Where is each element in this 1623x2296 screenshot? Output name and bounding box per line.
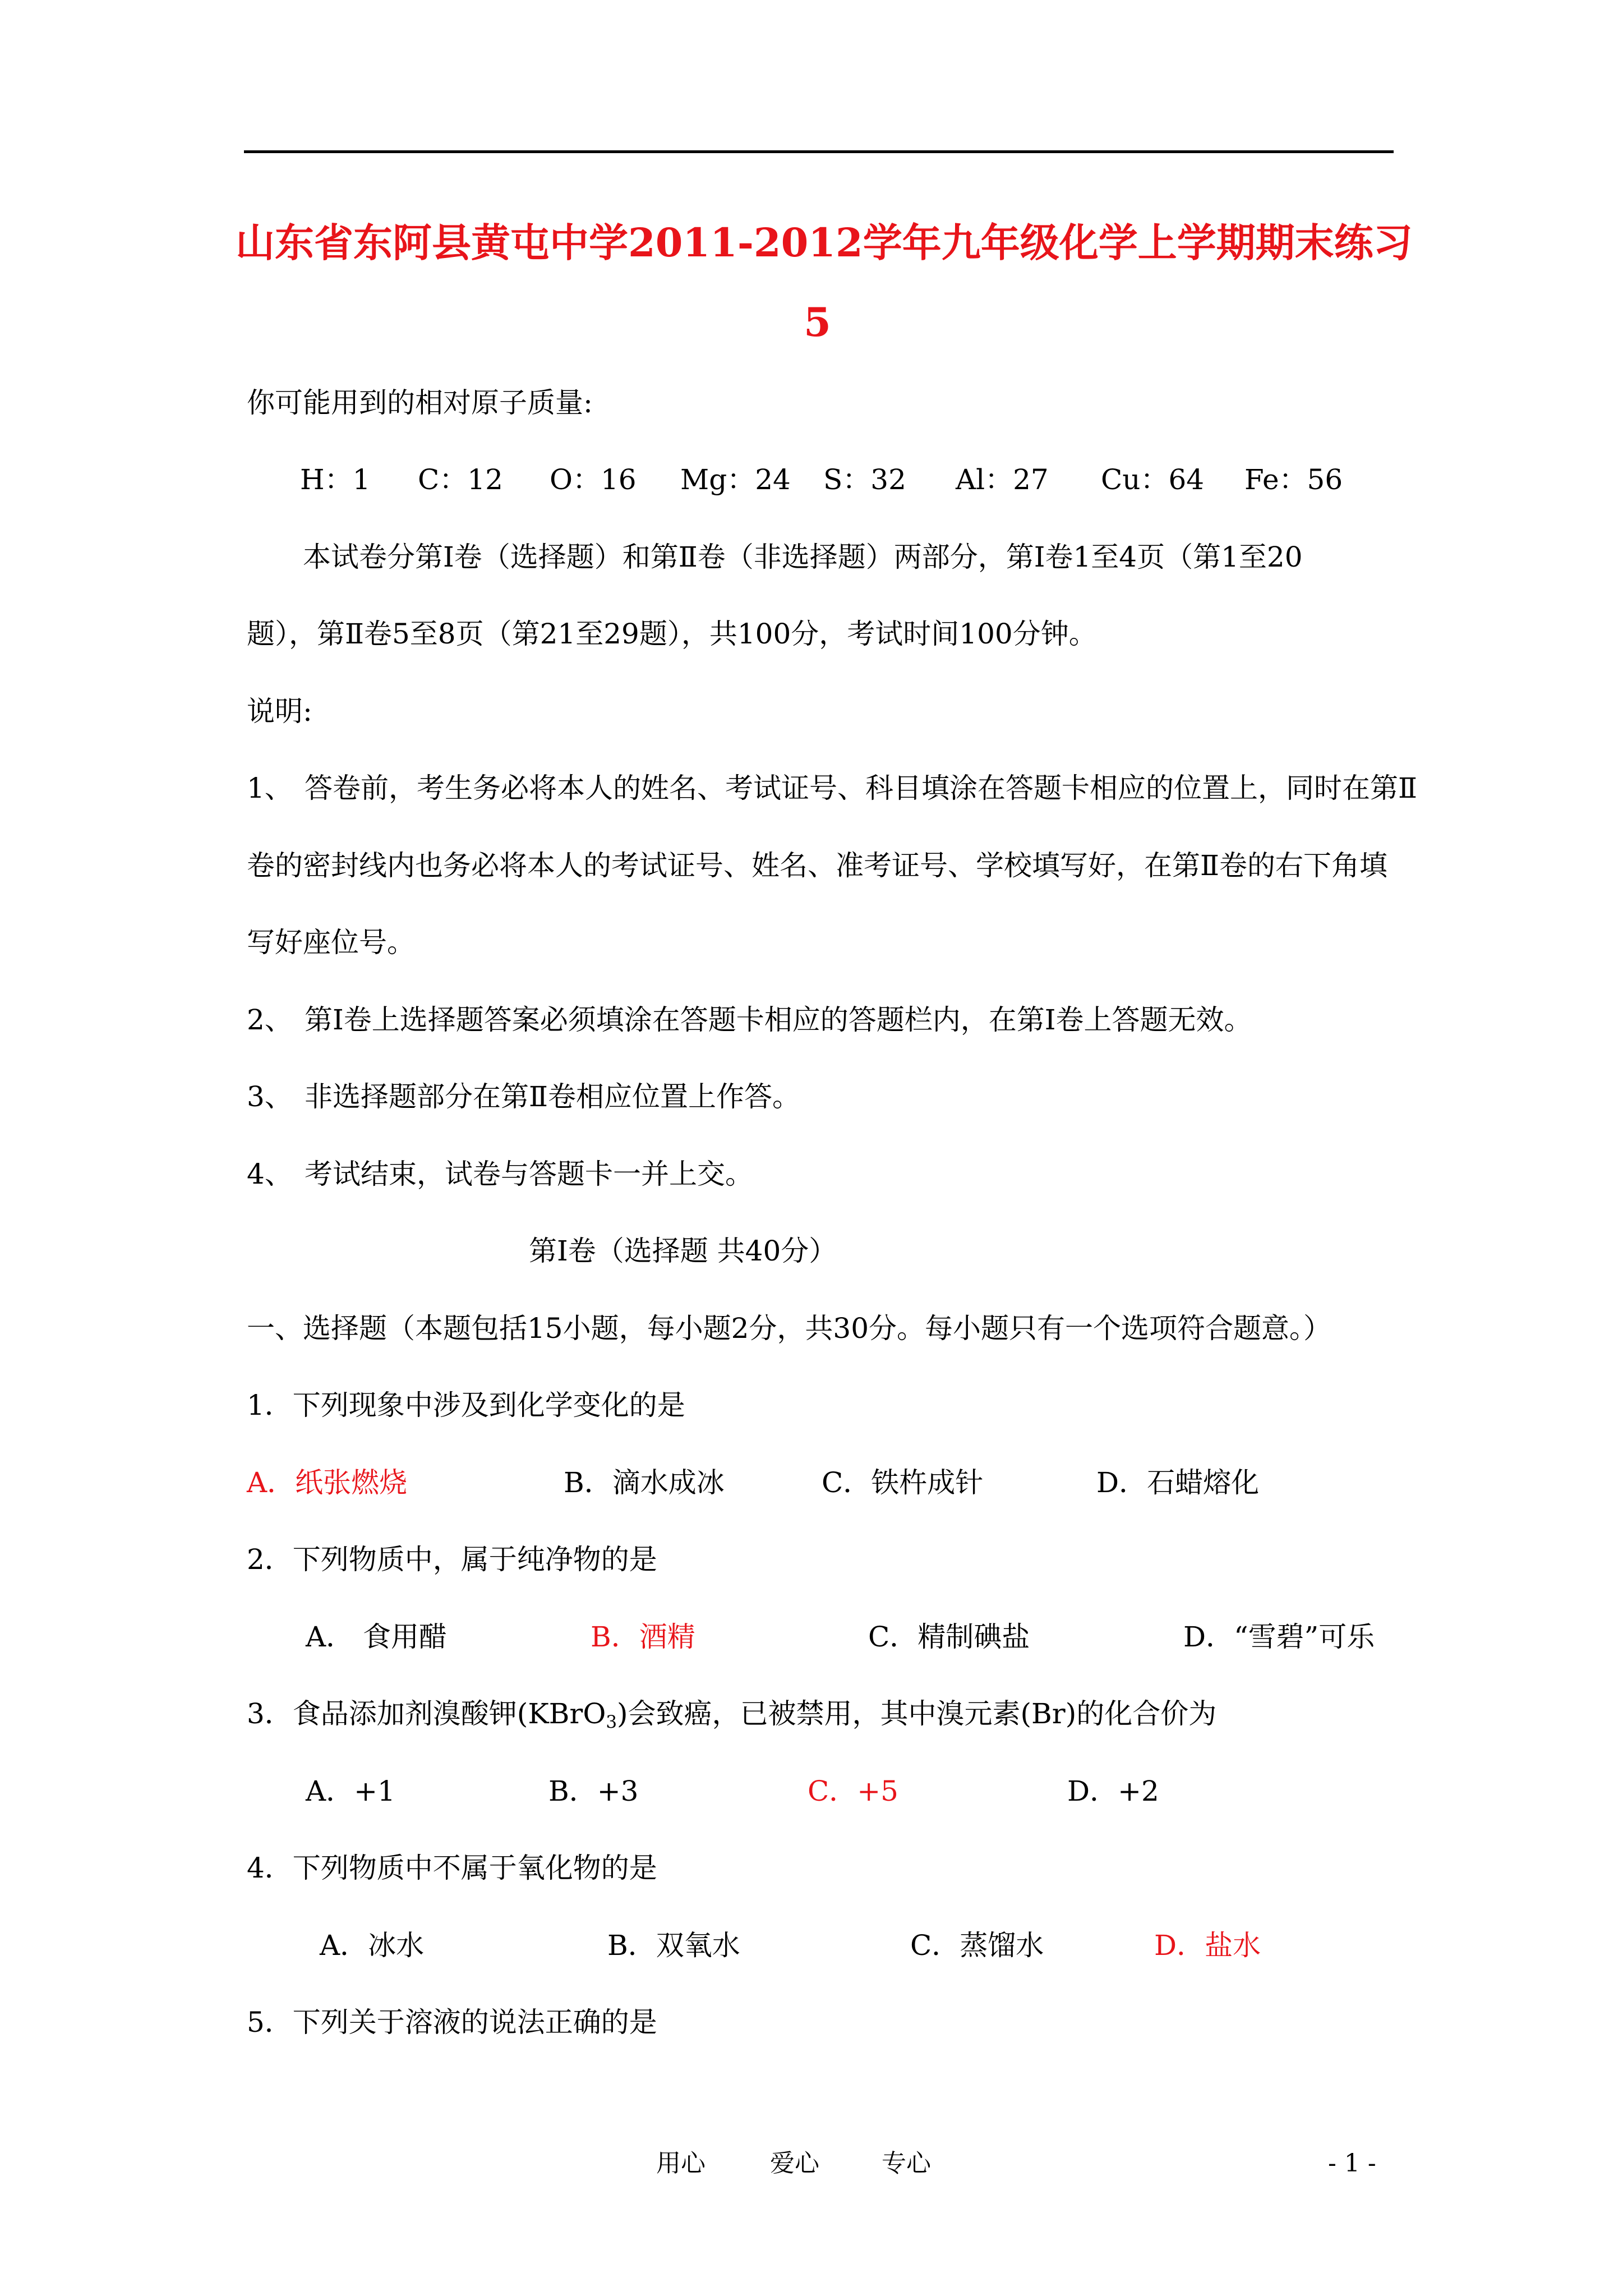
question-1-stem: 1．下列现象中涉及到化学变化的是 xyxy=(247,1389,685,1421)
atomic-mass-intro: 你可能用到的相对原子质量: xyxy=(247,386,593,419)
question-1-option-b: B．滴水成冰 xyxy=(564,1466,725,1499)
note-4-number: 4、 xyxy=(247,1158,293,1190)
footer-motto-2: 爱心 xyxy=(770,2149,819,2178)
note-1-line-2: 卷的密封线内也务必将本人的考试证号、姓名、准考证号、学校填写好，在第Ⅱ卷的右下角填 xyxy=(247,849,1387,882)
question-3-option-c: C．+5 xyxy=(808,1775,898,1807)
question-1-option-d: D．石蜡熔化 xyxy=(1096,1466,1260,1499)
question-3-stem xyxy=(247,1697,1217,1732)
question-2-option-d: D．“雪碧”可乐 xyxy=(1183,1621,1375,1653)
notes-heading: 说明: xyxy=(247,695,312,728)
section-title: 第Ⅰ卷（选择题 共40分） xyxy=(529,1235,837,1267)
question-5-stem: 5．下列关于溶液的说法正确的是 xyxy=(247,2006,657,2039)
note-3-number: 3、 xyxy=(247,1080,293,1113)
atomic-mass-h: H：1 xyxy=(300,463,371,496)
title-line-2: 5 xyxy=(804,299,831,346)
note-1-line-1: 答卷前，考生务必将本人的姓名、考试证号、科目填涂在答题卡相应的位置上，同时在第Ⅱ xyxy=(305,772,1417,804)
footer-motto-3: 专心 xyxy=(882,2149,931,2178)
question-3-formula-subscript: 3 xyxy=(606,1711,617,1732)
exam-info-line-1: 本试卷分第Ⅰ卷（选择题）和第Ⅱ卷（非选择题）两部分，第Ⅰ卷1至4页（第1至20 xyxy=(303,541,1303,573)
atomic-mass-cu: Cu：64 xyxy=(1101,463,1205,496)
question-4-stem: 4．下列物质中不属于氧化物的是 xyxy=(247,1852,657,1884)
question-3-option-d: D．+2 xyxy=(1067,1775,1159,1807)
question-2-option-a: A． 食用醋 xyxy=(306,1621,448,1653)
question-2-option-b: B．酒精 xyxy=(591,1621,695,1653)
atomic-mass-fe: Fe：56 xyxy=(1244,463,1343,496)
part-1-heading: 一、选择题（本题包括15小题，每小题2分，共30分。每小题只有一个选项符合题意。） xyxy=(247,1312,1332,1345)
note-2-number: 2、 xyxy=(247,1004,293,1036)
note-2-text: 第Ⅰ卷上选择题答案必须填涂在答题卡相应的答题栏内，在第Ⅰ卷上答题无效。 xyxy=(305,1004,1252,1036)
footer-motto-1: 用心 xyxy=(656,2149,706,2178)
question-2-option-c: C．精制碘盐 xyxy=(868,1621,1030,1653)
question-3-option-b: B．+3 xyxy=(548,1775,639,1807)
exam-info-line-2: 题），第Ⅱ卷5至8页（第21至29题），共100分，考试时间100分钟。 xyxy=(247,618,1097,650)
atomic-mass-o: O：16 xyxy=(550,463,637,496)
atomic-mass-s: S：32 xyxy=(823,463,906,496)
title-line-1: 山东省东阿县黄屯中学2011-2012学年九年级化学上学期期末练习 xyxy=(236,219,1413,266)
header-rule xyxy=(244,150,1394,153)
page-number: - 1 - xyxy=(1328,2149,1376,2178)
question-4-option-d: D．盐水 xyxy=(1154,1929,1261,1962)
question-1-option-a: A．纸张燃烧 xyxy=(247,1466,408,1499)
note-1-number: 1、 xyxy=(247,772,293,804)
question-2-stem: 2．下列物质中，属于纯净物的是 xyxy=(247,1543,657,1576)
question-3-stem-start: 3．食品添加剂溴酸钾(KBrO xyxy=(247,1697,606,1730)
question-4-option-b: B．双氧水 xyxy=(607,1929,740,1962)
note-3-text: 非选择题部分在第Ⅱ卷相应位置上作答。 xyxy=(305,1080,800,1113)
question-4-option-a: A．冰水 xyxy=(320,1929,425,1962)
note-4-text: 考试结束，试卷与答题卡一并上交。 xyxy=(305,1158,753,1190)
atomic-mass-al: Al：27 xyxy=(956,463,1049,496)
note-1-line-3: 写好座位号。 xyxy=(247,926,415,959)
question-4-option-c: C．蒸馏水 xyxy=(910,1929,1044,1962)
question-3-stem-end: )会致癌，已被禁用，其中溴元素(Br)的化合价为 xyxy=(617,1697,1217,1730)
question-3-option-a: A．+1 xyxy=(306,1775,395,1807)
question-1-option-c: C．铁杵成针 xyxy=(822,1466,984,1499)
atomic-mass-mg: Mg：24 xyxy=(680,463,791,496)
atomic-mass-c: C：12 xyxy=(418,463,503,496)
